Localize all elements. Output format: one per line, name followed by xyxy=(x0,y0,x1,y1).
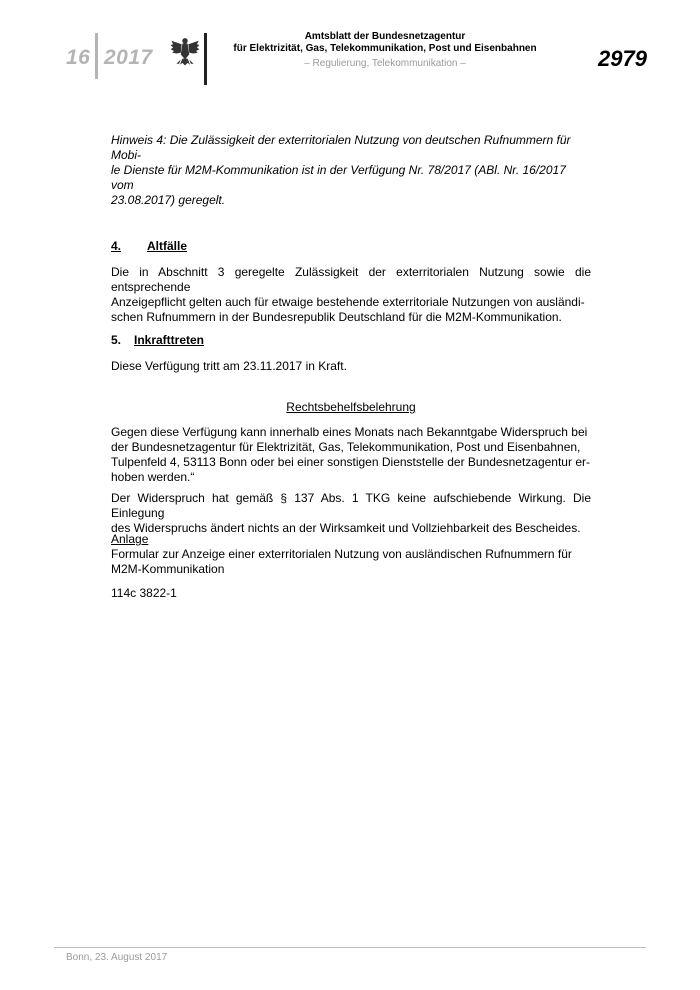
paragraph-line: Der Widerspruch hat gemäß § 137 Abs. 1 TKG keine aufschiebende Wirkung. Die Einlegung xyxy=(111,491,591,520)
publication-subtitle: – Regulierung, Telekommunikation – xyxy=(304,58,466,69)
section-4-number: 4. xyxy=(111,239,122,253)
section-4-heading xyxy=(111,239,187,254)
federal-eagle-icon xyxy=(168,34,202,68)
section-5-title: Inkrafttreten xyxy=(134,333,205,347)
section-4-paragraph xyxy=(111,265,591,325)
legal-remedy-paragraph-1 xyxy=(111,425,591,485)
attachment-line: Formular zur Anzeige einer exterritorialen Nutzung von ausländischen Rufnummern für xyxy=(111,547,572,561)
paragraph-line: Tulpenfeld 4, 53113 Bonn oder bei einer sonstigen Dienststelle der Bundesnetzagentur er- xyxy=(111,455,590,469)
paragraph-line: hoben werden.“ xyxy=(111,470,195,484)
note-line: 23.08.2017) geregelt. xyxy=(111,193,226,207)
paragraph-line: schen Rufnummern in der Bundesrepublik Deutschland für die M2M-Kommunikation. xyxy=(111,310,562,324)
publication-title xyxy=(215,31,555,55)
section-5-number: 5. xyxy=(111,333,122,347)
issue-number: 16 xyxy=(66,46,91,69)
logo-divider xyxy=(204,33,207,85)
section-4-title: Altfälle xyxy=(147,239,188,253)
publication-title-line1: Amtsblatt der Bundesnetzagentur xyxy=(304,31,466,42)
footer-divider xyxy=(54,947,646,948)
file-reference: 114c 3822-1 xyxy=(111,586,177,600)
paragraph-line: Anzeigepflicht gelten auch für etwaige bestehende exterritoriale Nutzungen von ausländi- xyxy=(111,295,585,309)
paragraph-line: Gegen diese Verfügung kann innerhalb eines Monats nach Bekanntgabe Widerspruch bei xyxy=(111,425,588,439)
legal-remedy-paragraph-2 xyxy=(111,491,591,536)
paragraph-line: der Bundesnetzagentur für Elektrizität, Gas, Telekommunikation, Post und Eisenbahnen, xyxy=(111,440,581,454)
paragraph-line: des Widerspruchs ändert nichts an der Wirksamkeit und Vollziehbarkeit des Bescheides. xyxy=(111,521,581,535)
paragraph-line: Die in Abschnitt 3 geregelte Zulässigkeit der exterritorialen Nutzung sowie die entsprechende xyxy=(111,265,591,294)
footer-date: Bonn, 23. August 2017 xyxy=(66,952,168,963)
legal-remedy-heading: Rechtsbehelfsbelehrung xyxy=(286,400,416,414)
publication-title-line2: für Elektrizität, Gas, Telekommunikation, Post und Eisenbahnen xyxy=(233,43,537,54)
section-5-paragraph: Diese Verfügung tritt am 23.11.2017 in Kraft. xyxy=(111,359,347,373)
attachment-label: Anlage xyxy=(111,532,149,546)
page-number: 2979 xyxy=(598,46,647,71)
issue-year: 2017 xyxy=(104,46,153,69)
attachment-line: M2M-Kommunikation xyxy=(111,562,225,576)
note-line: Hinweis 4: Die Zulässigkeit der exterritorialen Nutzung von deutschen Rufnummern für Mobi- xyxy=(111,133,571,162)
note-hint-4 xyxy=(111,133,591,208)
attachment-block xyxy=(111,532,591,577)
issue-divider xyxy=(95,33,98,79)
section-5-heading xyxy=(111,333,204,348)
note-line: le Dienste für M2M-Kommunikation ist in der Verfügung Nr. 78/2017 (ABl. Nr. 16/2017 vom xyxy=(111,163,566,192)
